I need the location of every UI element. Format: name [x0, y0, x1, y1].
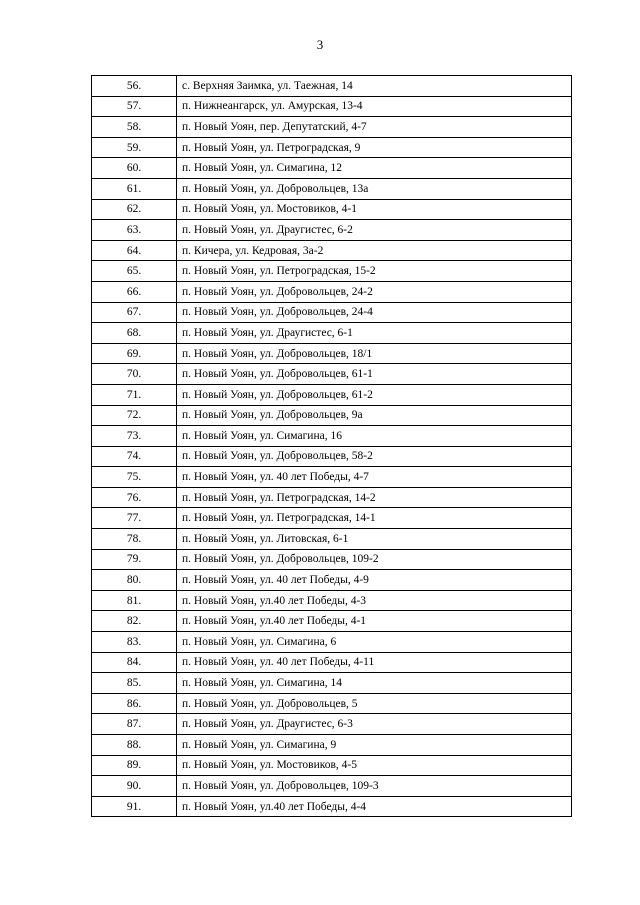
- address-cell: п. Новый Уоян, ул. Симагина, 16: [177, 426, 572, 447]
- table-row: [92, 96, 572, 117]
- address-cell: п. Кичера, ул. Кедровая, 3а-2: [177, 240, 572, 261]
- table-row: [92, 323, 572, 344]
- row-number-cell: 86.: [92, 693, 177, 714]
- address-cell: с. Верхняя Заимка, ул. Таежная, 14: [177, 76, 572, 97]
- address-cell: п. Новый Уоян, ул. Добровольцев, 58-2: [177, 446, 572, 467]
- row-number-cell: 90.: [92, 776, 177, 797]
- address-cell: п. Новый Уоян, ул. Мостовиков, 4-5: [177, 755, 572, 776]
- address-cell: п. Новый Уоян, ул. Петроградская, 15-2: [177, 261, 572, 282]
- page-number: 3: [316, 37, 324, 52]
- table-row: [92, 364, 572, 385]
- table-row: [92, 178, 572, 199]
- row-number-cell: 81.: [92, 590, 177, 611]
- address-cell: п. Новый Уоян, ул. 40 лет Победы, 4-9: [177, 570, 572, 591]
- row-number-cell: 71.: [92, 384, 177, 405]
- address-cell: п. Новый Уоян, ул. Петроградская, 14-2: [177, 487, 572, 508]
- address-cell: п. Новый Уоян, ул. 40 лет Победы, 4-7: [177, 467, 572, 488]
- address-cell: п. Новый Уоян, ул. Петроградская, 14-1: [177, 508, 572, 529]
- address-cell: п. Новый Уоян, ул. Добровольцев, 18/1: [177, 343, 572, 364]
- row-number-cell: 76.: [92, 487, 177, 508]
- table-row: [92, 220, 572, 241]
- row-number-cell: 65.: [92, 261, 177, 282]
- table-row: [92, 487, 572, 508]
- table-row: [92, 508, 572, 529]
- row-number-cell: 73.: [92, 426, 177, 447]
- row-number-cell: 70.: [92, 364, 177, 385]
- table-row: [92, 693, 572, 714]
- address-cell: п. Новый Уоян, ул. Драугистес, 6-1: [177, 323, 572, 344]
- table-row: [92, 755, 572, 776]
- address-cell: п. Новый Уоян, ул.40 лет Победы, 4-1: [177, 611, 572, 632]
- table-row: [92, 405, 572, 426]
- table-row: [92, 570, 572, 591]
- row-number-cell: 79.: [92, 549, 177, 570]
- table-row: [92, 776, 572, 797]
- address-cell: п. Новый Уоян, ул. Добровольцев, 109-3: [177, 776, 572, 797]
- row-number-cell: 59.: [92, 137, 177, 158]
- address-cell: п. Новый Уоян, ул. Симагина, 14: [177, 673, 572, 694]
- row-number-cell: 61.: [92, 178, 177, 199]
- row-number-cell: 62.: [92, 199, 177, 220]
- address-cell: п. Новый Уоян, ул. 40 лет Победы, 4-11: [177, 652, 572, 673]
- address-cell: п. Новый Уоян, ул. Добровольцев, 24-4: [177, 302, 572, 323]
- row-number-cell: 64.: [92, 240, 177, 261]
- row-number-cell: 89.: [92, 755, 177, 776]
- table-row: [92, 426, 572, 447]
- address-cell: п. Новый Уоян, ул. Добровольцев, 9а: [177, 405, 572, 426]
- table-row: [92, 343, 572, 364]
- row-number-cell: 78.: [92, 529, 177, 550]
- table-row: [92, 673, 572, 694]
- row-number-cell: 60.: [92, 158, 177, 179]
- row-number-cell: 75.: [92, 467, 177, 488]
- table-row: [92, 446, 572, 467]
- address-cell: п. Новый Уоян, ул. Литовская, 6-1: [177, 529, 572, 550]
- address-cell: п. Новый Уоян, ул. Добровольцев, 5: [177, 693, 572, 714]
- row-number-cell: 69.: [92, 343, 177, 364]
- address-cell: п. Новый Уоян, ул. Добровольцев, 109-2: [177, 549, 572, 570]
- table-row: [92, 76, 572, 97]
- row-number-cell: 63.: [92, 220, 177, 241]
- row-number-cell: 72.: [92, 405, 177, 426]
- table-row: [92, 158, 572, 179]
- table-row: [92, 240, 572, 261]
- row-number-cell: 74.: [92, 446, 177, 467]
- row-number-cell: 83.: [92, 632, 177, 653]
- row-number-cell: 56.: [92, 76, 177, 97]
- row-number-cell: 88.: [92, 735, 177, 756]
- row-number-cell: 77.: [92, 508, 177, 529]
- address-table-body: [92, 76, 572, 817]
- table-row: [92, 590, 572, 611]
- table-row: [92, 384, 572, 405]
- table-row: [92, 281, 572, 302]
- row-number-cell: 68.: [92, 323, 177, 344]
- address-cell: п. Новый Уоян, ул. Мостовиков, 4-1: [177, 199, 572, 220]
- row-number-cell: 67.: [92, 302, 177, 323]
- table-row: [92, 549, 572, 570]
- address-cell: п. Новый Уоян, ул. Добровольцев, 13а: [177, 178, 572, 199]
- table-row: [92, 796, 572, 817]
- row-number-cell: 84.: [92, 652, 177, 673]
- row-number-cell: 66.: [92, 281, 177, 302]
- row-number-cell: 82.: [92, 611, 177, 632]
- table-row: [92, 117, 572, 138]
- address-cell: п. Новый Уоян, ул.40 лет Победы, 4-4: [177, 796, 572, 817]
- table-row: [92, 611, 572, 632]
- address-cell: п. Новый Уоян, ул. Драугистес, 6-2: [177, 220, 572, 241]
- address-cell: п. Новый Уоян, ул. Добровольцев, 61-2: [177, 384, 572, 405]
- table-row: [92, 199, 572, 220]
- address-table: [91, 75, 572, 817]
- row-number-cell: 85.: [92, 673, 177, 694]
- row-number-cell: 80.: [92, 570, 177, 591]
- table-row: [92, 735, 572, 756]
- table-row: [92, 652, 572, 673]
- table-row: [92, 302, 572, 323]
- address-cell: п. Новый Уоян, пер. Депутатский, 4-7: [177, 117, 572, 138]
- table-row: [92, 467, 572, 488]
- row-number-cell: 87.: [92, 714, 177, 735]
- table-row: [92, 529, 572, 550]
- table-row: [92, 714, 572, 735]
- address-cell: п. Новый Уоян, ул. Петроградская, 9: [177, 137, 572, 158]
- row-number-cell: 91.: [92, 796, 177, 817]
- row-number-cell: 58.: [92, 117, 177, 138]
- table-row: [92, 632, 572, 653]
- row-number-cell: 57.: [92, 96, 177, 117]
- table-row: [92, 261, 572, 282]
- address-cell: п. Новый Уоян, ул. Симагина, 9: [177, 735, 572, 756]
- address-cell: п. Новый Уоян, ул. Симагина, 12: [177, 158, 572, 179]
- address-cell: п. Новый Уоян, ул. Драугистес, 6-3: [177, 714, 572, 735]
- table-row: [92, 137, 572, 158]
- address-cell: п. Новый Уоян, ул. Симагина, 6: [177, 632, 572, 653]
- address-cell: п. Нижнеангарск, ул. Амурская, 13-4: [177, 96, 572, 117]
- address-cell: п. Новый Уоян, ул. Добровольцев, 61-1: [177, 364, 572, 385]
- address-cell: п. Новый Уоян, ул.40 лет Победы, 4-3: [177, 590, 572, 611]
- address-cell: п. Новый Уоян, ул. Добровольцев, 24-2: [177, 281, 572, 302]
